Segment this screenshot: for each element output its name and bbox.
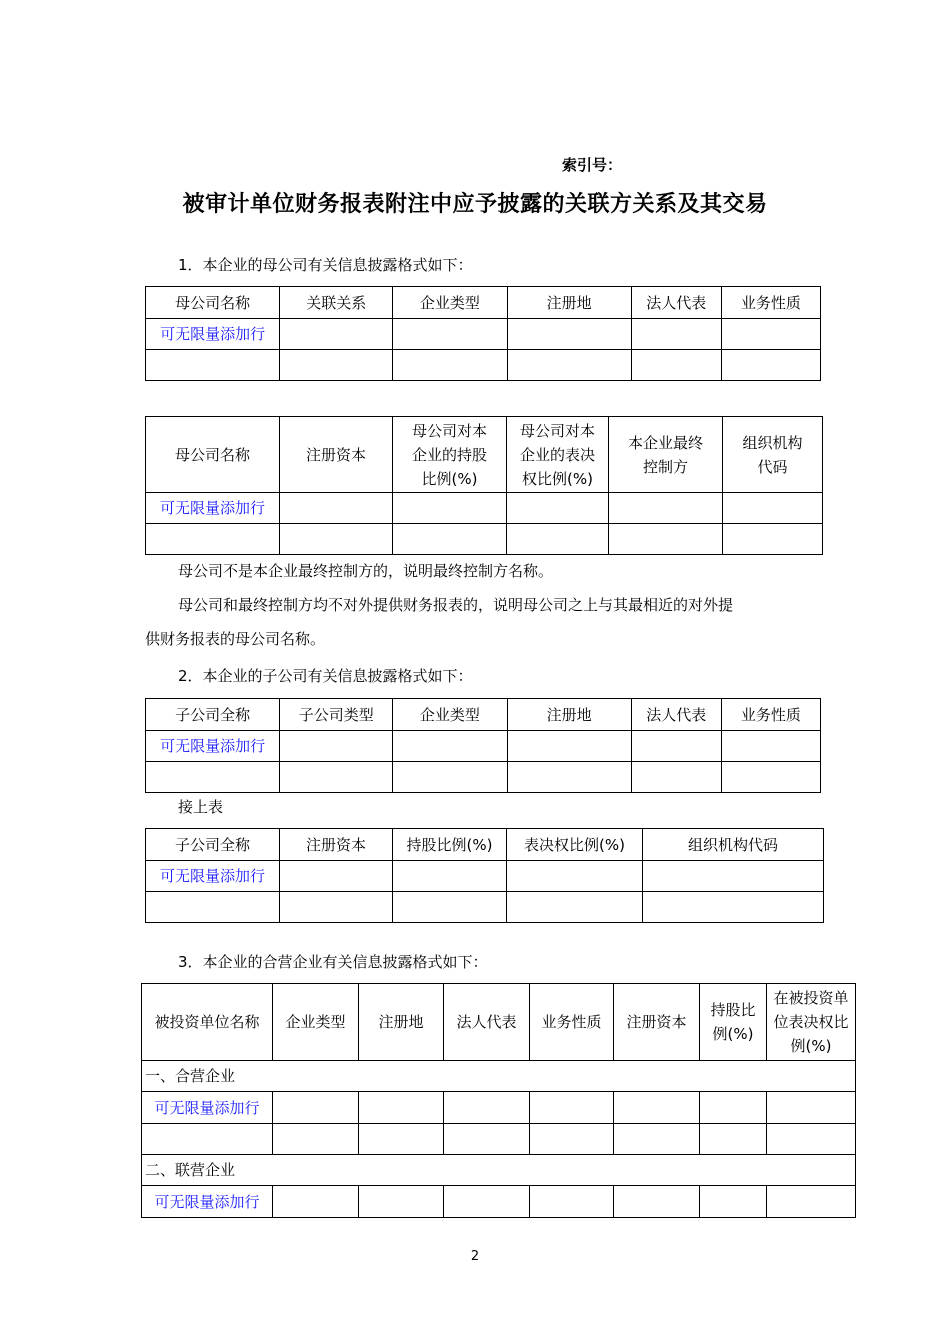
table-cell[interactable] (146, 524, 280, 555)
table-cell[interactable] (507, 762, 631, 793)
table-cell[interactable] (530, 1186, 614, 1218)
table-cell[interactable] (393, 861, 507, 892)
table-cell[interactable] (614, 1124, 700, 1155)
header-cell: 企业类型 (273, 984, 359, 1061)
table-cell[interactable] (146, 762, 280, 793)
table-row (146, 524, 823, 555)
add-row-hint: 可无限量添加行 (146, 319, 280, 350)
table-row (142, 1092, 856, 1124)
table-cell[interactable] (280, 524, 393, 555)
header-cell: 子公司类型 (280, 699, 393, 731)
header-cell: 本企业最终控制方 (609, 417, 723, 493)
group-label-associate: 二、联营企业 (142, 1155, 856, 1186)
table-row (146, 319, 821, 350)
table-cell[interactable] (393, 731, 507, 762)
table-cell[interactable] (507, 731, 631, 762)
table-cell[interactable] (280, 731, 393, 762)
table-cell[interactable] (273, 1092, 359, 1124)
header-cell: 关联关系 (280, 287, 393, 319)
table-row (142, 1124, 856, 1155)
table-cell[interactable] (530, 1092, 614, 1124)
header-cell: 法人代表 (631, 699, 721, 731)
header-cell: 母公司名称 (146, 417, 280, 493)
note-financial-report-line2: 供财务报表的母公司名称。 (145, 630, 326, 648)
header-cell: 注册资本 (614, 984, 700, 1061)
table-cell[interactable] (393, 524, 507, 555)
table-cell[interactable] (444, 1092, 530, 1124)
parent-company-table-1 (145, 286, 821, 381)
table-cell[interactable] (507, 350, 631, 381)
table-cell[interactable] (507, 524, 609, 555)
header-cell: 注册资本 (280, 829, 393, 861)
table-cell[interactable] (359, 1124, 444, 1155)
table-cell[interactable] (721, 350, 820, 381)
table-cell[interactable] (614, 1186, 700, 1218)
parent-company-table-2 (145, 416, 823, 555)
table-cell[interactable] (723, 493, 823, 524)
table-cell[interactable] (507, 892, 643, 923)
section2-heading: 2．本企业的子公司有关信息披露格式如下： (178, 667, 473, 685)
table-cell[interactable] (643, 861, 824, 892)
table-cell[interactable] (359, 1186, 444, 1218)
table-cell[interactable] (700, 1124, 767, 1155)
header-cell: 组织机构代码 (643, 829, 824, 861)
table-row (146, 493, 823, 524)
table-cell[interactable] (273, 1124, 359, 1155)
table-header-row (142, 984, 856, 1061)
table-header-row (146, 829, 824, 861)
table-cell[interactable] (767, 1124, 856, 1155)
table-cell[interactable] (530, 1124, 614, 1155)
table-row (146, 762, 821, 793)
header-cell: 业务性质 (721, 287, 820, 319)
header-cell: 组织机构代码 (723, 417, 823, 493)
add-row-hint: 可无限量添加行 (146, 861, 280, 892)
table-cell[interactable] (507, 861, 643, 892)
index-number-label: 索引号： (562, 156, 623, 174)
add-row-hint: 可无限量添加行 (146, 493, 280, 524)
group-row (142, 1155, 856, 1186)
section3-heading: 3．本企业的合营企业有关信息披露格式如下： (178, 953, 488, 971)
document-title: 被审计单位财务报表附注中应予披露的关联方关系及其交易 (182, 192, 768, 217)
header-cell: 企业类型 (393, 699, 507, 731)
table-cell[interactable] (359, 1092, 444, 1124)
table-cell[interactable] (280, 319, 393, 350)
table-cell[interactable] (631, 762, 721, 793)
table-cell[interactable] (273, 1186, 359, 1218)
header-cell: 业务性质 (721, 699, 820, 731)
header-cell: 注册地 (359, 984, 444, 1061)
table-cell[interactable] (146, 892, 280, 923)
header-cell: 注册地 (507, 287, 631, 319)
table-cell[interactable] (507, 493, 609, 524)
table-cell[interactable] (609, 524, 723, 555)
header-cell: 母公司对本企业的表决权比例(%) (507, 417, 609, 493)
header-cell: 子公司全称 (146, 829, 280, 861)
section1-heading: 1．本企业的母公司有关信息披露格式如下： (178, 256, 473, 274)
joint-venture-table (141, 983, 856, 1218)
header-cell: 法人代表 (631, 287, 721, 319)
table-row (146, 350, 821, 381)
header-cell: 子公司全称 (146, 699, 280, 731)
table-cell[interactable] (146, 350, 280, 381)
table-row (146, 731, 821, 762)
table-cell[interactable] (393, 892, 507, 923)
note-financial-report-line1: 母公司和最终控制方均不对外提供财务报表的，说明母公司之上与其最相近的对外提 (178, 596, 734, 614)
page-number: 2 (470, 1249, 480, 1264)
table-cell[interactable] (643, 892, 824, 923)
table-cell[interactable] (631, 319, 721, 350)
table-cell[interactable] (631, 350, 721, 381)
header-cell: 表决权比例(%) (507, 829, 643, 861)
table-cell[interactable] (393, 493, 507, 524)
continued-label: 接上表 (178, 798, 224, 816)
add-row-hint: 可无限量添加行 (142, 1186, 273, 1218)
table-cell[interactable] (700, 1186, 767, 1218)
header-cell: 持股比例(%) (700, 984, 767, 1061)
table-row (146, 892, 824, 923)
subsidiary-table-2 (145, 828, 824, 923)
header-cell: 企业类型 (393, 287, 507, 319)
table-cell[interactable] (723, 524, 823, 555)
table-cell[interactable] (767, 1186, 856, 1218)
table-row (146, 861, 824, 892)
table-cell[interactable] (721, 319, 820, 350)
table-row (142, 1186, 856, 1218)
table-header-row (146, 287, 821, 319)
header-cell: 在被投资单位表决权比例(%) (767, 984, 856, 1061)
table-cell[interactable] (393, 319, 507, 350)
add-row-hint: 可无限量添加行 (146, 731, 280, 762)
header-cell: 持股比例(%) (393, 829, 507, 861)
table-cell[interactable] (280, 493, 393, 524)
group-label-joint-venture: 一、合营企业 (142, 1061, 856, 1092)
subsidiary-table-1 (145, 698, 821, 793)
header-cell: 被投资单位名称 (142, 984, 273, 1061)
table-cell[interactable] (444, 1186, 530, 1218)
add-row-hint: 可无限量添加行 (142, 1092, 273, 1124)
group-row (142, 1061, 856, 1092)
header-cell: 业务性质 (530, 984, 614, 1061)
header-cell: 母公司对本企业的持股比例(%) (393, 417, 507, 493)
note-ultimate-controller: 母公司不是本企业最终控制方的，说明最终控制方名称。 (178, 562, 554, 580)
table-cell[interactable] (507, 319, 631, 350)
table-header-row (146, 699, 821, 731)
table-header-row (146, 417, 823, 493)
table-cell[interactable] (280, 762, 393, 793)
header-cell: 注册地 (507, 699, 631, 731)
table-cell[interactable] (444, 1124, 530, 1155)
table-cell[interactable] (721, 762, 820, 793)
table-cell[interactable] (631, 731, 721, 762)
table-cell[interactable] (700, 1092, 767, 1124)
header-cell: 母公司名称 (146, 287, 280, 319)
table-cell[interactable] (393, 762, 507, 793)
table-cell[interactable] (767, 1092, 856, 1124)
header-cell: 法人代表 (444, 984, 530, 1061)
table-cell[interactable] (280, 892, 393, 923)
table-cell[interactable] (280, 350, 393, 381)
table-cell[interactable] (721, 731, 820, 762)
table-cell[interactable] (393, 350, 507, 381)
table-cell[interactable] (280, 861, 393, 892)
table-cell[interactable] (142, 1124, 273, 1155)
table-cell[interactable] (614, 1092, 700, 1124)
header-cell: 注册资本 (280, 417, 393, 493)
table-cell[interactable] (609, 493, 723, 524)
